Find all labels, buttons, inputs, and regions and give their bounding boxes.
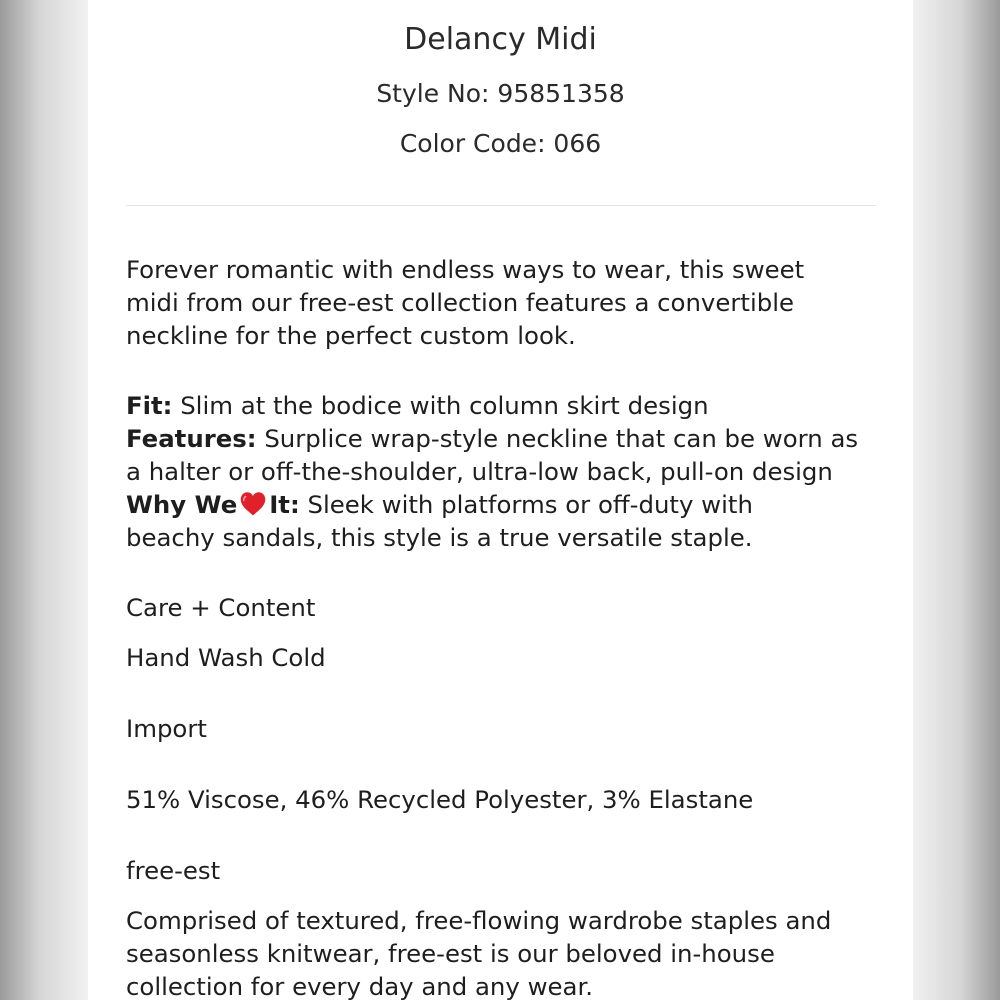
product-title: Delancy Midi <box>404 22 597 57</box>
description <box>126 253 886 352</box>
heart-icon <box>239 490 267 518</box>
fit-label: Fit: <box>126 391 173 420</box>
fabric-content: 51% Viscose, 46% Recycled Polyester, 3% Elastane <box>126 785 754 814</box>
description-line: neckline for the perfect custom look. <box>126 321 576 350</box>
product-description-body <box>126 253 886 1000</box>
features-detail <box>126 422 886 455</box>
why-text: Sleek with platforms or off-duty with <box>307 490 753 519</box>
header-divider <box>126 205 876 206</box>
collection-line: collection for every day and any wear. <box>126 972 594 1000</box>
why-we-love-detail <box>126 488 886 521</box>
style-number: Style No: 95851358 <box>376 79 625 108</box>
care-wash: Hand Wash Cold <box>126 643 326 672</box>
care-origin: Import <box>126 714 207 743</box>
why-label-post: It: <box>269 490 300 519</box>
why-label-pre: Why We <box>126 490 238 519</box>
collection-description <box>126 904 886 1000</box>
collection-line: Comprised of textured, free-flowing wardrobe staples and <box>126 906 832 935</box>
description-line: midi from our free-est collection features a convertible <box>126 288 795 317</box>
collection-line: seasonless knitwear, free-est is our beloved in-house <box>126 939 775 968</box>
details-list <box>126 389 886 554</box>
product-details-panel <box>88 0 913 1000</box>
description-line: Forever romantic with endless ways to wear, this sweet <box>126 255 805 284</box>
features-label: Features: <box>126 424 257 453</box>
fit-detail <box>126 389 886 422</box>
why-text-continued: beachy sandals, this style is a true versatile staple. <box>126 523 753 552</box>
features-text: Surplice wrap-style neckline that can be worn as <box>264 424 859 453</box>
care-content-heading: Care + Content <box>126 593 316 622</box>
collection-name: free-est <box>126 856 221 885</box>
features-text-continued: a halter or off-the-shoulder, ultra-low back, pull-on design <box>126 457 833 486</box>
fit-text: Slim at the bodice with column skirt design <box>180 391 709 420</box>
color-code: Color Code: 066 <box>399 129 602 158</box>
